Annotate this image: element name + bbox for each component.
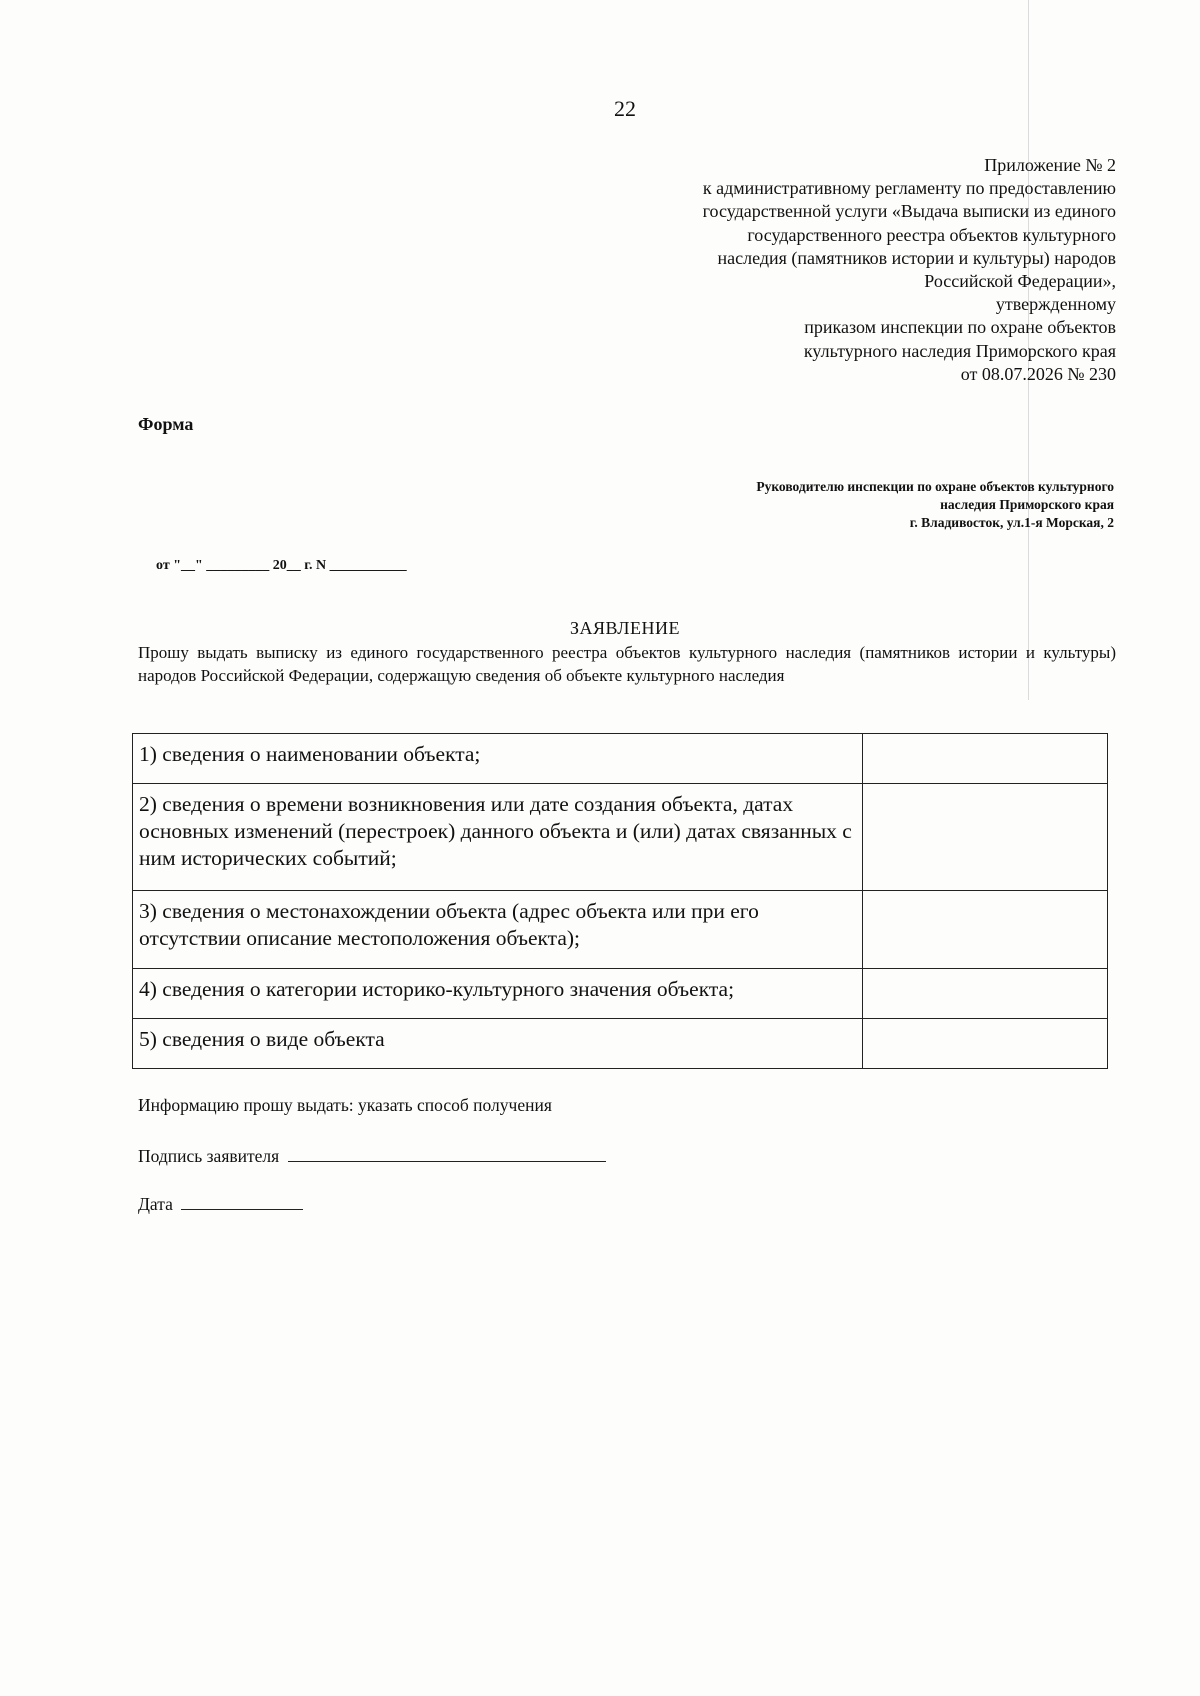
info-request-line: [138, 1095, 552, 1116]
registration-number-line[interactable]: от "__" _________ 20__ г. N ___________: [156, 558, 407, 573]
information-table: [132, 733, 1108, 1069]
appendix-line: приказом инспекции по охране объектов: [804, 317, 1116, 338]
signature-line: [138, 1143, 606, 1167]
appendix-line: государственной услуги «Выдача выписки из единого: [702, 201, 1116, 222]
row-value-field[interactable]: [863, 784, 1108, 891]
addressee-line: Руководителю инспекции по охране объектов культурного: [756, 479, 1114, 494]
addressee-line: г. Владивосток, ул.1-я Морская, 2: [909, 515, 1114, 530]
date-line: [138, 1191, 303, 1215]
row-label: 4) сведения о категории историко-культурного значения объекта;: [133, 969, 863, 1019]
document-title: ЗАЯВЛЕНИЕ: [569, 618, 681, 638]
info-request-text: Информацию прошу выдать: указать способ получения: [138, 1095, 552, 1115]
request-text: Прошу выдать выписку из единого государственного реестра объектов культурного наследия (памятников истории и культуры) народов Российской Федерации, содержащую сведения об объекте культурного наследия: [138, 643, 1116, 685]
form-label: Форма: [138, 414, 194, 434]
appendix-line: Российской Федерации»,: [924, 271, 1116, 292]
appendix-line: утвержденному: [995, 294, 1116, 315]
row-value-field[interactable]: [863, 734, 1108, 784]
row-label: 5) сведения о виде объекта: [133, 1019, 863, 1069]
addressee-line: наследия Приморского края: [940, 497, 1114, 512]
signature-label: Подпись заявителя: [138, 1146, 280, 1166]
page-number: 22: [614, 96, 636, 121]
appendix-line: государственного реестра объектов культурного: [747, 224, 1116, 245]
appendix-line: культурного наследия Приморского края: [803, 340, 1116, 361]
row-label: 1) сведения о наименовании объекта;: [133, 734, 863, 784]
appendix-line: наследия (памятников истории и культуры) народов: [717, 247, 1116, 268]
appendix-line: к административному регламенту по предоставлению: [702, 178, 1116, 199]
table-row: [133, 734, 1108, 784]
appendix-line: Приложение № 2: [984, 155, 1116, 175]
table-row: [133, 784, 1108, 891]
signature-field[interactable]: [288, 1143, 606, 1162]
row-value-field[interactable]: [863, 891, 1108, 969]
table-row: [133, 891, 1108, 969]
date-field[interactable]: [181, 1191, 303, 1210]
row-value-field[interactable]: [863, 1019, 1108, 1069]
table-row: [133, 969, 1108, 1019]
row-label: 3) сведения о местонахождении объекта (адрес объекта или при его отсутствии описание местоположения объекта);: [133, 891, 863, 969]
row-value-field[interactable]: [863, 969, 1108, 1019]
table-row: [133, 1019, 1108, 1069]
appendix-header: [703, 154, 1116, 386]
date-label: Дата: [138, 1194, 173, 1214]
appendix-line: от 08.07.2026 № 230: [960, 363, 1116, 384]
addressee-block: [756, 478, 1114, 532]
row-label: 2) сведения о времени возникновения или дате создания объекта, датах основных изменений (перестроек) данного объекта и (или) датах связанных с ним исторических событий;: [133, 784, 863, 891]
